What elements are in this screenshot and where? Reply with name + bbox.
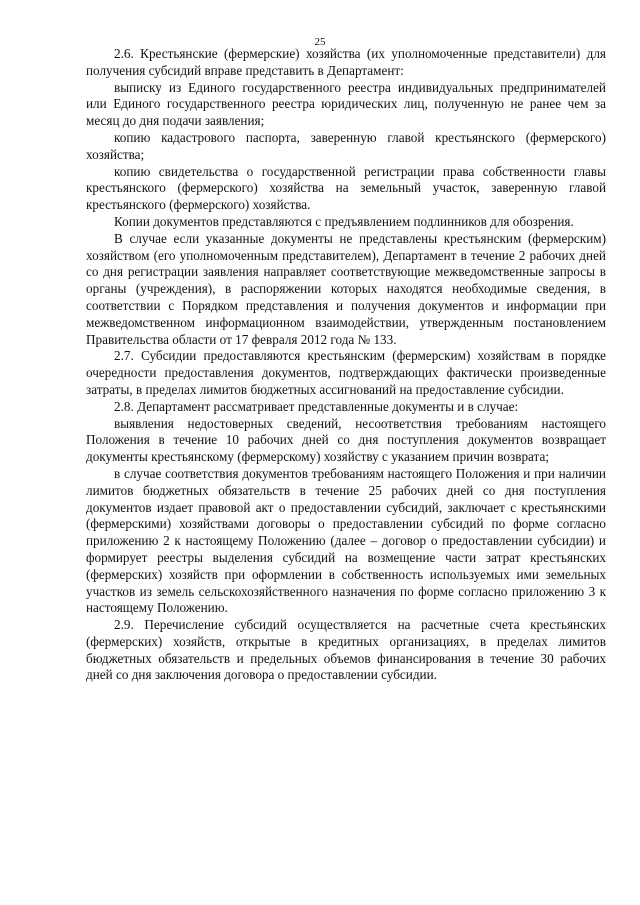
paragraph-valid-documents: в случае соответствия документов требованиям настоящего Положения и при наличии лимитов бюджетных обязательств в течение 25 рабочих дней со дня поступления документов издает правовой акт о предоставлении субсидий, заключает с крестьянскими (фермерскими) хозяйствами договоры о предоставлении субсидий по форме согласно приложению 2 к настоящему Положению (далее – договор о предоставлении субсидии) и формирует реестры выделения субсидий на возмещение части затрат крестьянских (фермерских) хозяйств при оформлении в собственность используемых ими земельных участков из земель сельскохозяйственного назначения по форме согласно приложению 3 к настоящему Положению. bbox=[86, 465, 606, 616]
paragraph-2-6: 2.6. Крестьянские (фермерские) хозяйства (их уполномоченные представители) для получения субсидий вправе представить в Департамент: bbox=[86, 46, 606, 78]
paragraph-cadastral-passport: копию кадастрового паспорта, заверенную главой крестьянского (фермерского) хозяйства; bbox=[86, 129, 606, 162]
paragraph-ownership-certificate: копию свидетельства о государственной регистрации права собственности главы крестьянского (фермерского) хозяйства на земельный участок, заверенную главой крестьянского (фермерского) хозяйства. bbox=[86, 163, 606, 213]
page-number: 25 bbox=[314, 36, 326, 48]
paragraph-extract-registry: выписку из Единого государственного реестра индивидуальных предпринимателей или Единого государственного реестра юридических лиц, полученную не ранее чем за месяц до дня подачи заявления; bbox=[86, 79, 606, 129]
paragraph-2-8: 2.8. Департамент рассматривает представленные документы и в случае: bbox=[114, 398, 519, 414]
paragraph-interagency-requests: В случае если указанные документы не представлены крестьянским (фермерским) хозяйством (его уполномоченным представителем), Департамент в течение 2 рабочих дней со дня регистрации заявления направляет соответствующие межведомственные запросы в органы (учреждения), в распоряжении которых находятся необходимые сведения, в соответствии с Порядком представления и получения документов и информации при межведомственном информационном взаимодействии, утвержденным постановлением Правительства области от 17 февраля 2012 года № 133. bbox=[86, 230, 606, 347]
document-body bbox=[86, 46, 606, 684]
paragraph-invalid-documents: выявления недостоверных сведений, несоответствия требованиям настоящего Положения в течение 10 рабочих дней со дня поступления документов возвращает документы крестьянскому (фермерскому) хозяйству с указанием причин возврата; bbox=[86, 415, 606, 465]
paragraph-document-copies: Копии документов представляются с предъявлением подлинников для обозрения. bbox=[114, 213, 574, 229]
paragraph-2-7: 2.7. Субсидии предоставляются крестьянским (фермерским) хозяйствам в порядке очередности предоставления документов, подтверждающих фактически произведенные затраты, в пределах лимитов бюджетных ассигнований на предоставление субсидии. bbox=[86, 348, 606, 397]
paragraph-2-9: 2.9. Перечисление субсидий осуществляется на расчетные счета крестьянских (фермерских) хозяйств, открытые в кредитных организациях, в пределах лимитов бюджетных обязательств и предельных объемов финансирования в течение 30 рабочих дней со дня заключения договора о предоставлении субсидии. bbox=[86, 617, 606, 683]
